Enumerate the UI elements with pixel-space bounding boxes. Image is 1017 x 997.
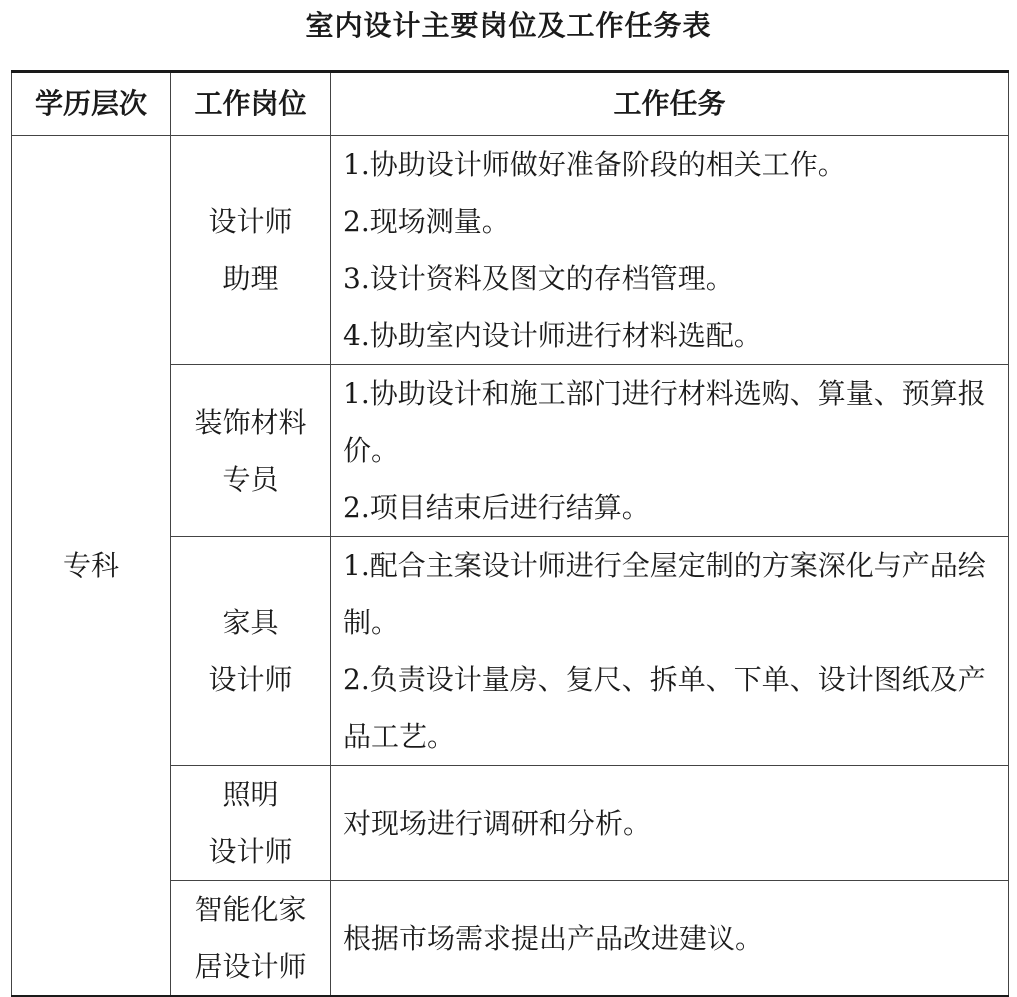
job-post-line: 专员 <box>222 462 279 496</box>
job-post-line: 照明 <box>222 778 279 811</box>
job-post-line: 家具 <box>222 606 279 639</box>
job-tasks-cell <box>331 766 1009 881</box>
job-post-line: 设计师 <box>208 663 293 696</box>
job-post-line: 设计师 <box>208 205 293 238</box>
job-post-cell <box>171 136 331 365</box>
job-post-line: 装饰材料 <box>194 405 307 439</box>
task-item: 2.现场测量。 <box>343 205 510 238</box>
header-education-level: 学历层次 <box>12 72 171 136</box>
job-tasks-cell <box>331 537 1009 766</box>
education-level-cell: 专科 <box>12 136 171 997</box>
job-post-cell <box>171 881 331 997</box>
job-task-table <box>11 70 1009 997</box>
header-job-post: 工作岗位 <box>171 72 331 136</box>
job-post-cell <box>171 365 331 537</box>
task-item: 根据市场需求提出产品改进建议。 <box>343 921 764 955</box>
job-post-cell <box>171 766 331 881</box>
task-item: 4.协助室内设计师进行材料选配。 <box>343 319 762 352</box>
task-item: 对现场进行调研和分析。 <box>343 806 652 840</box>
job-post-line: 设计师 <box>208 835 293 868</box>
job-post-cell <box>171 537 331 766</box>
job-post-line: 居设计师 <box>194 950 307 983</box>
task-item: 1.配合主案设计师进行全屋定制的方案深化与产品绘制。 <box>343 549 986 639</box>
task-item: 1.协助设计师做好准备阶段的相关工作。 <box>343 148 846 181</box>
task-item: 1.协助设计和施工部门进行材料选购、算量、预算报价。 <box>343 377 986 467</box>
task-item: 2.负责设计量房、复尺、拆单、下单、设计图纸及产品工艺。 <box>343 663 986 753</box>
job-post-line: 智能化家 <box>194 893 307 926</box>
job-tasks-cell <box>331 881 1009 997</box>
job-tasks-cell <box>331 365 1009 537</box>
table-row <box>12 136 1009 365</box>
job-post-line: 助理 <box>222 262 279 295</box>
task-item: 2.项目结束后进行结算。 <box>343 491 650 524</box>
header-job-tasks: 工作任务 <box>331 72 1009 136</box>
table-title: 室内设计主要岗位及工作任务表 <box>305 9 712 42</box>
task-item: 3.设计资料及图文的存档管理。 <box>343 262 734 295</box>
job-tasks-cell <box>331 136 1009 365</box>
header-row <box>12 72 1009 136</box>
